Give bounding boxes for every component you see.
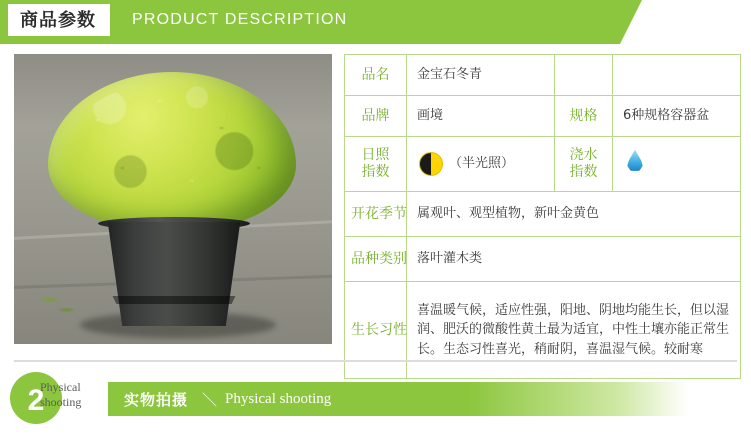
section-header-banner [0,0,751,44]
content-area [0,44,751,364]
sunlight-cell [413,152,548,176]
section-title-cn: 商品参数 [20,10,96,30]
product-photo [14,54,332,344]
spec-value-brand: 画境 [407,96,555,137]
spec-label-sunlight-line2: 指数 [361,164,390,180]
section-title-bar-separator: ＼ [202,391,218,409]
half-sun-icon [419,152,443,176]
section-title-en: PRODUCT DESCRIPTION [132,11,348,28]
spec-value-name: 金宝石冬青 [407,55,555,96]
spec-label-sunlight [345,137,407,192]
next-section-header [0,360,751,436]
sunlight-text: （半光照） [449,156,515,172]
spec-value-watering [613,137,741,192]
spec-label-name: 品名 [345,55,407,96]
table-row [345,96,741,137]
banner-title-tab [8,4,110,36]
spec-label-variety-type: 品种类别 [345,237,407,282]
section-number-badge: 2 [10,372,62,424]
section-number-caption-line2: shooting [40,395,82,409]
plant-pot [102,222,246,326]
spec-label-size: 规格 [555,96,613,137]
spec-label-watering [555,137,613,192]
spec-value-variety-type: 落叶灌木类 [407,237,741,282]
spec-value-bloom-season: 属观叶、观型植物，新叶金黄色 [407,192,741,237]
table-row [345,137,741,192]
spec-label-growth-habit: 生长习性 [345,282,407,379]
spec-empty-cell-b [613,55,741,96]
table-row [345,237,741,282]
section-title-bar [108,382,688,416]
section-number-caption-line1: Physical [40,380,81,394]
spec-table [344,54,741,379]
spec-value-growth-habit: 喜温暖气候，适应性强，阳地、阴地均能生长，但以湿润、肥沃的微酸性黄土最为适宜，中性土壤亦能正常生长。生态习性喜光，稍耐阴，喜温湿气候。较耐寒 [407,282,741,379]
ground-leaves [26,286,84,320]
spec-label-brand: 品牌 [345,96,407,137]
section-title-bar-en: Physical shooting [225,390,332,407]
spec-value-sunlight [407,137,555,192]
divider [14,360,737,362]
spec-empty-cell-a [555,55,613,96]
table-row [345,55,741,96]
spec-label-bloom-season: 开花季节 [345,192,407,237]
table-row [345,192,741,237]
spec-value-size: 6种规格容器盆 [613,96,741,137]
spec-label-sunlight-line1: 日照 [361,146,390,163]
section-title-bar-cn: 实物拍摄 [124,391,189,409]
pot-ridge [110,296,238,304]
spec-label-watering-line2: 指数 [569,164,598,180]
spec-label-watering-line1: 浇水 [569,146,598,163]
water-drop-icon [627,150,643,172]
section-number-caption [40,380,81,410]
